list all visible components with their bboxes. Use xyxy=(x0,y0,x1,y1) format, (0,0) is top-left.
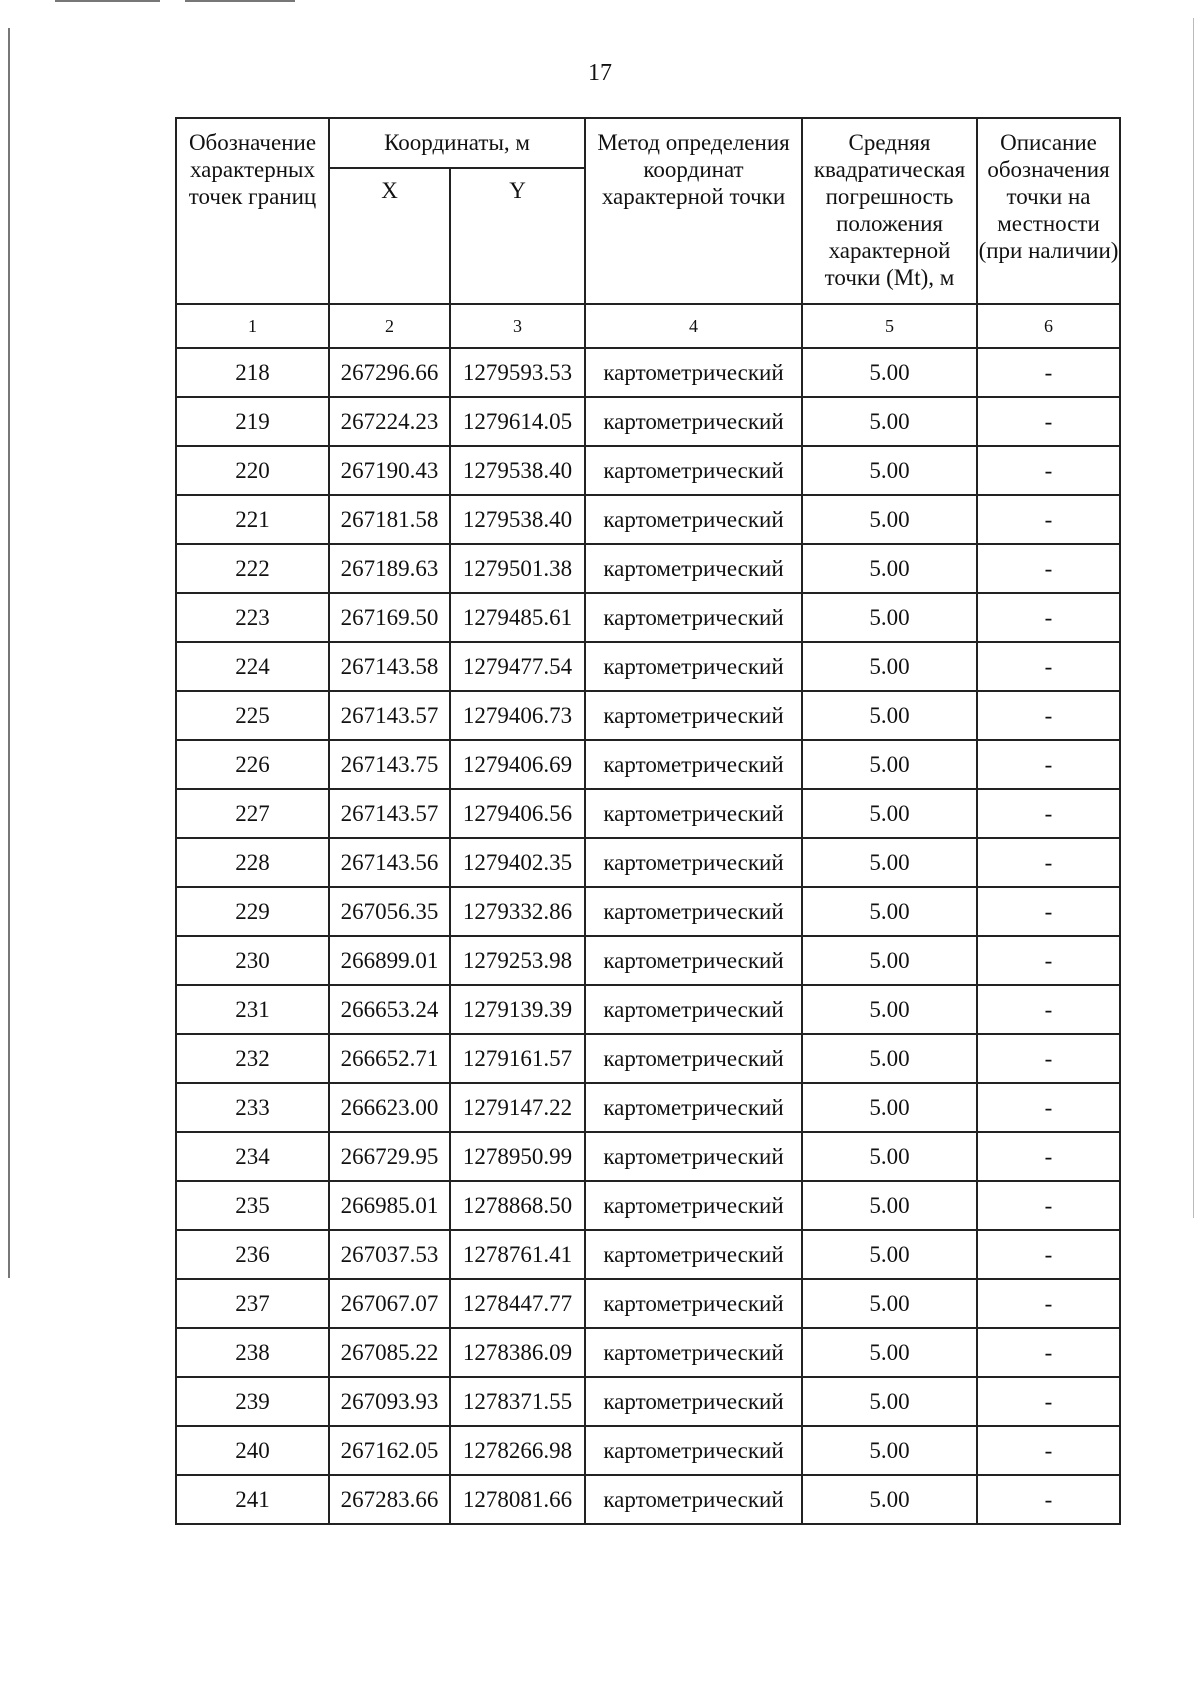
method-cell: картометрический xyxy=(585,789,802,838)
table-row xyxy=(176,495,1120,544)
method-cell: картометрический xyxy=(585,838,802,887)
scan-edge-right xyxy=(1193,18,1194,1218)
error-cell: 5.00 xyxy=(802,789,977,838)
y-coordinate-cell: 1278950.99 xyxy=(450,1132,585,1181)
x-coordinate-cell: 267143.57 xyxy=(329,789,450,838)
x-coordinate-cell: 267143.56 xyxy=(329,838,450,887)
error-cell: 5.00 xyxy=(802,348,977,397)
description-cell: - xyxy=(977,446,1120,495)
header-coordinates: Координаты, м xyxy=(329,118,585,168)
error-cell: 5.00 xyxy=(802,1083,977,1132)
x-coordinate-cell: 267143.57 xyxy=(329,691,450,740)
error-cell: 5.00 xyxy=(802,1279,977,1328)
description-cell: - xyxy=(977,789,1120,838)
table-row xyxy=(176,348,1120,397)
point-id-cell: 236 xyxy=(176,1230,329,1279)
description-cell: - xyxy=(977,936,1120,985)
description-cell: - xyxy=(977,1426,1120,1475)
y-coordinate-cell: 1279402.35 xyxy=(450,838,585,887)
column-number-row xyxy=(176,304,1120,348)
x-coordinate-cell: 266652.71 xyxy=(329,1034,450,1083)
error-cell: 5.00 xyxy=(802,1132,977,1181)
error-cell: 5.00 xyxy=(802,1034,977,1083)
column-number: 5 xyxy=(802,304,977,348)
header-description: Описание обозначения точки на местности (при наличии) xyxy=(977,118,1120,304)
column-number: 3 xyxy=(450,304,585,348)
table-row xyxy=(176,691,1120,740)
description-cell: - xyxy=(977,887,1120,936)
point-id-cell: 228 xyxy=(176,838,329,887)
method-cell: картометрический xyxy=(585,397,802,446)
x-coordinate-cell: 266623.00 xyxy=(329,1083,450,1132)
description-cell: - xyxy=(977,1083,1120,1132)
method-cell: картометрический xyxy=(585,1181,802,1230)
error-cell: 5.00 xyxy=(802,1230,977,1279)
x-coordinate-cell: 267085.22 xyxy=(329,1328,450,1377)
point-id-cell: 241 xyxy=(176,1475,329,1524)
table-row xyxy=(176,642,1120,691)
x-coordinate-cell: 267181.58 xyxy=(329,495,450,544)
error-cell: 5.00 xyxy=(802,446,977,495)
point-id-cell: 237 xyxy=(176,1279,329,1328)
description-cell: - xyxy=(977,1132,1120,1181)
header-point: Обозначение характерных точек границ xyxy=(176,118,329,304)
column-number: 4 xyxy=(585,304,802,348)
point-id-cell: 234 xyxy=(176,1132,329,1181)
y-coordinate-cell: 1279614.05 xyxy=(450,397,585,446)
x-coordinate-cell: 267190.43 xyxy=(329,446,450,495)
table-row xyxy=(176,887,1120,936)
column-number: 1 xyxy=(176,304,329,348)
error-cell: 5.00 xyxy=(802,887,977,936)
x-coordinate-cell: 266899.01 xyxy=(329,936,450,985)
method-cell: картометрический xyxy=(585,1328,802,1377)
error-cell: 5.00 xyxy=(802,1181,977,1230)
point-id-cell: 233 xyxy=(176,1083,329,1132)
y-coordinate-cell: 1279501.38 xyxy=(450,544,585,593)
scan-edge-left xyxy=(8,28,10,1278)
method-cell: картометрический xyxy=(585,544,802,593)
x-coordinate-cell: 267189.63 xyxy=(329,544,450,593)
method-cell: картометрический xyxy=(585,985,802,1034)
y-coordinate-cell: 1278371.55 xyxy=(450,1377,585,1426)
point-id-cell: 235 xyxy=(176,1181,329,1230)
scan-edge-top-2 xyxy=(185,0,295,2)
y-coordinate-cell: 1278081.66 xyxy=(450,1475,585,1524)
error-cell: 5.00 xyxy=(802,593,977,642)
point-id-cell: 221 xyxy=(176,495,329,544)
table-row xyxy=(176,789,1120,838)
error-cell: 5.00 xyxy=(802,544,977,593)
table-row xyxy=(176,1279,1120,1328)
description-cell: - xyxy=(977,1328,1120,1377)
point-id-cell: 230 xyxy=(176,936,329,985)
x-coordinate-cell: 266653.24 xyxy=(329,985,450,1034)
x-coordinate-cell: 266985.01 xyxy=(329,1181,450,1230)
point-id-cell: 218 xyxy=(176,348,329,397)
y-coordinate-cell: 1279406.56 xyxy=(450,789,585,838)
table-row xyxy=(176,1132,1120,1181)
table-row xyxy=(176,446,1120,495)
x-coordinate-cell: 266729.95 xyxy=(329,1132,450,1181)
description-cell: - xyxy=(977,544,1120,593)
x-coordinate-cell: 267143.75 xyxy=(329,740,450,789)
point-id-cell: 219 xyxy=(176,397,329,446)
error-cell: 5.00 xyxy=(802,691,977,740)
description-cell: - xyxy=(977,1475,1120,1524)
description-cell: - xyxy=(977,348,1120,397)
x-coordinate-cell: 267296.66 xyxy=(329,348,450,397)
table-row xyxy=(176,838,1120,887)
table-row xyxy=(176,1230,1120,1279)
description-cell: - xyxy=(977,593,1120,642)
x-coordinate-cell: 267283.66 xyxy=(329,1475,450,1524)
description-cell: - xyxy=(977,1279,1120,1328)
x-coordinate-cell: 267093.93 xyxy=(329,1377,450,1426)
method-cell: картометрический xyxy=(585,740,802,789)
y-coordinate-cell: 1279406.69 xyxy=(450,740,585,789)
header-x: X xyxy=(329,168,450,304)
method-cell: картометрический xyxy=(585,1377,802,1426)
table-row xyxy=(176,1083,1120,1132)
point-id-cell: 232 xyxy=(176,1034,329,1083)
y-coordinate-cell: 1279161.57 xyxy=(450,1034,585,1083)
x-coordinate-cell: 267037.53 xyxy=(329,1230,450,1279)
description-cell: - xyxy=(977,642,1120,691)
table-row xyxy=(176,1181,1120,1230)
error-cell: 5.00 xyxy=(802,1426,977,1475)
header-y: Y xyxy=(450,168,585,304)
error-cell: 5.00 xyxy=(802,1328,977,1377)
error-cell: 5.00 xyxy=(802,838,977,887)
method-cell: картометрический xyxy=(585,495,802,544)
point-id-cell: 225 xyxy=(176,691,329,740)
table-row xyxy=(176,985,1120,1034)
y-coordinate-cell: 1279253.98 xyxy=(450,936,585,985)
point-id-cell: 220 xyxy=(176,446,329,495)
x-coordinate-cell: 267067.07 xyxy=(329,1279,450,1328)
error-cell: 5.00 xyxy=(802,740,977,789)
method-cell: картометрический xyxy=(585,691,802,740)
y-coordinate-cell: 1278266.98 xyxy=(450,1426,585,1475)
scan-edge-top xyxy=(55,0,160,2)
error-cell: 5.00 xyxy=(802,397,977,446)
header-method: Метод определения координат характерной точки xyxy=(585,118,802,304)
x-coordinate-cell: 267224.23 xyxy=(329,397,450,446)
y-coordinate-cell: 1278447.77 xyxy=(450,1279,585,1328)
method-cell: картометрический xyxy=(585,1132,802,1181)
error-cell: 5.00 xyxy=(802,1475,977,1524)
description-cell: - xyxy=(977,397,1120,446)
point-id-cell: 229 xyxy=(176,887,329,936)
method-cell: картометрический xyxy=(585,446,802,495)
table-row xyxy=(176,544,1120,593)
point-id-cell: 223 xyxy=(176,593,329,642)
error-cell: 5.00 xyxy=(802,936,977,985)
y-coordinate-cell: 1278761.41 xyxy=(450,1230,585,1279)
x-coordinate-cell: 267143.58 xyxy=(329,642,450,691)
method-cell: картометрический xyxy=(585,642,802,691)
error-cell: 5.00 xyxy=(802,495,977,544)
method-cell: картометрический xyxy=(585,887,802,936)
table-row xyxy=(176,593,1120,642)
description-cell: - xyxy=(977,1034,1120,1083)
y-coordinate-cell: 1279538.40 xyxy=(450,495,585,544)
table-row xyxy=(176,1475,1120,1524)
description-cell: - xyxy=(977,1230,1120,1279)
method-cell: картометрический xyxy=(585,1034,802,1083)
method-cell: картометрический xyxy=(585,593,802,642)
point-id-cell: 224 xyxy=(176,642,329,691)
table-row xyxy=(176,1426,1120,1475)
x-coordinate-cell: 267056.35 xyxy=(329,887,450,936)
table-row xyxy=(176,1377,1120,1426)
table-row xyxy=(176,1034,1120,1083)
point-id-cell: 238 xyxy=(176,1328,329,1377)
error-cell: 5.00 xyxy=(802,1377,977,1426)
x-coordinate-cell: 267169.50 xyxy=(329,593,450,642)
point-id-cell: 239 xyxy=(176,1377,329,1426)
description-cell: - xyxy=(977,495,1120,544)
method-cell: картометрический xyxy=(585,1475,802,1524)
header-row xyxy=(176,118,1120,168)
page-number: 17 xyxy=(588,60,612,86)
table-row xyxy=(176,740,1120,789)
y-coordinate-cell: 1278386.09 xyxy=(450,1328,585,1377)
y-coordinate-cell: 1279406.73 xyxy=(450,691,585,740)
method-cell: картометрический xyxy=(585,1083,802,1132)
y-coordinate-cell: 1279147.22 xyxy=(450,1083,585,1132)
point-id-cell: 226 xyxy=(176,740,329,789)
description-cell: - xyxy=(977,691,1120,740)
table-row xyxy=(176,936,1120,985)
y-coordinate-cell: 1279538.40 xyxy=(450,446,585,495)
description-cell: - xyxy=(977,1181,1120,1230)
header-error: Средняя квадратическая погрешность положения характерной точки (Mt), м xyxy=(802,118,977,304)
y-coordinate-cell: 1279139.39 xyxy=(450,985,585,1034)
description-cell: - xyxy=(977,1377,1120,1426)
column-number: 6 xyxy=(977,304,1120,348)
column-number: 2 xyxy=(329,304,450,348)
x-coordinate-cell: 267162.05 xyxy=(329,1426,450,1475)
description-cell: - xyxy=(977,838,1120,887)
coordinates-table xyxy=(175,117,1121,1525)
method-cell: картометрический xyxy=(585,348,802,397)
point-id-cell: 222 xyxy=(176,544,329,593)
error-cell: 5.00 xyxy=(802,642,977,691)
y-coordinate-cell: 1279593.53 xyxy=(450,348,585,397)
method-cell: картометрический xyxy=(585,1426,802,1475)
y-coordinate-cell: 1279477.54 xyxy=(450,642,585,691)
y-coordinate-cell: 1279485.61 xyxy=(450,593,585,642)
y-coordinate-cell: 1279332.86 xyxy=(450,887,585,936)
point-id-cell: 231 xyxy=(176,985,329,1034)
point-id-cell: 240 xyxy=(176,1426,329,1475)
table-body xyxy=(176,348,1120,1524)
description-cell: - xyxy=(977,985,1120,1034)
table-row xyxy=(176,397,1120,446)
table-row xyxy=(176,1328,1120,1377)
method-cell: картометрический xyxy=(585,1230,802,1279)
method-cell: картометрический xyxy=(585,936,802,985)
method-cell: картометрический xyxy=(585,1279,802,1328)
error-cell: 5.00 xyxy=(802,985,977,1034)
point-id-cell: 227 xyxy=(176,789,329,838)
y-coordinate-cell: 1278868.50 xyxy=(450,1181,585,1230)
description-cell: - xyxy=(977,740,1120,789)
